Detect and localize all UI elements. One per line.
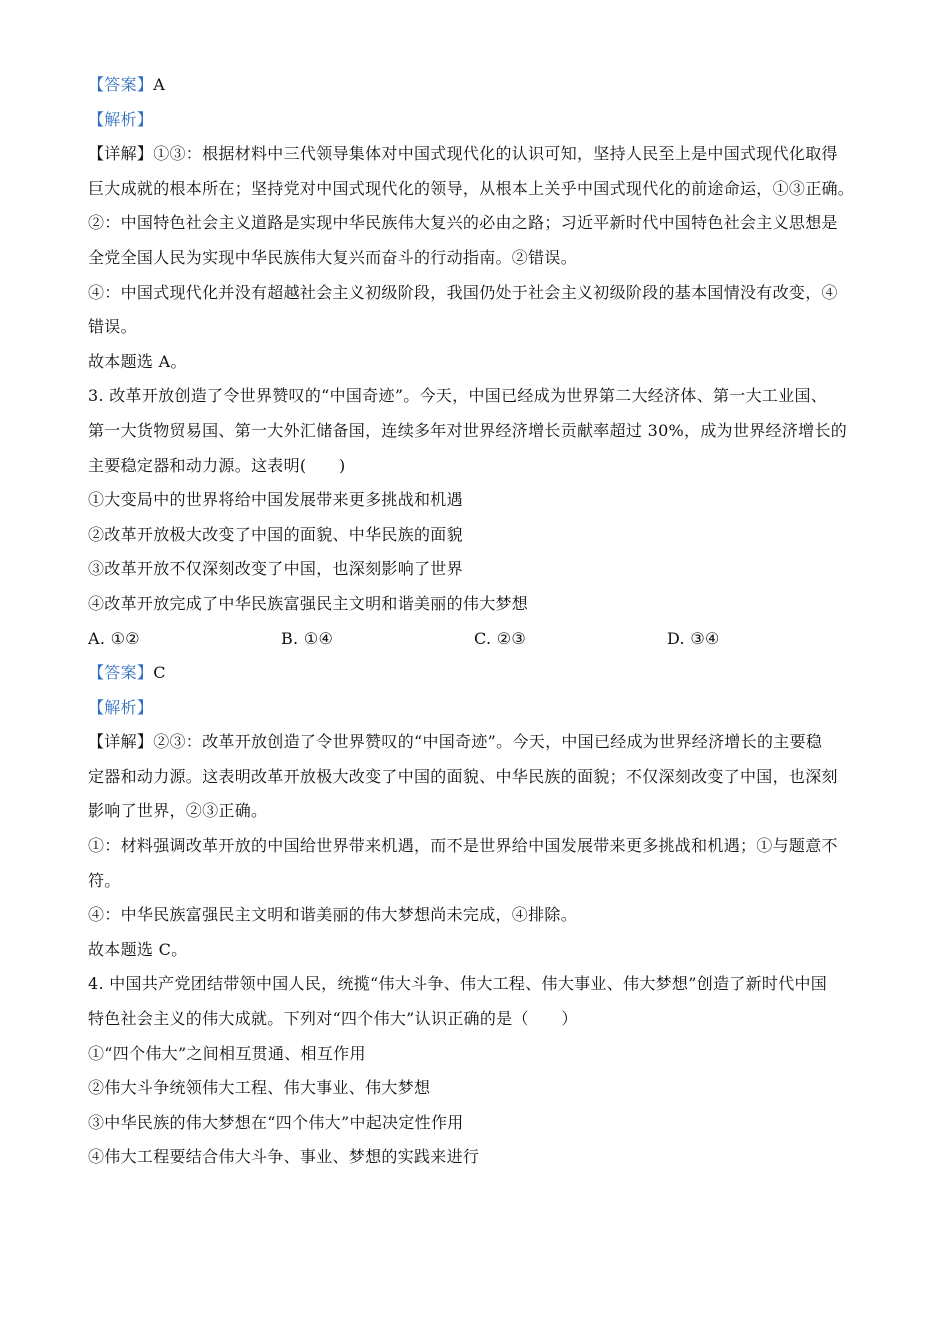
q4-stem-line: 特色社会主义的伟大成就。下列对“四个伟大”认识正确的是（ ） <box>88 1009 578 1029</box>
q2-detail-line <box>88 137 878 172</box>
detail-text: ①③：根据材料中三代领导集体对中国式现代化的认识可知，坚持人民至上是中国式现代化取得 <box>153 144 838 164</box>
option-d: D. ③④ <box>667 628 720 648</box>
q3-detail-line: ④：中华民族富强民主文明和谐美丽的伟大梦想尚未完成，④排除。 <box>88 905 578 925</box>
q3-statement: ①大变局中的世界将给中国发展带来更多挑战和机遇 <box>88 490 463 510</box>
q3-statement: ④改革开放完成了中华民族富强民主文明和谐美丽的伟大梦想 <box>88 593 529 613</box>
answer-tag: 【答案】 <box>88 663 154 683</box>
q4-statement: ④伟大工程要结合伟大斗争、事业、梦想的实践来进行 <box>88 1147 480 1167</box>
q3-detail-line: ①：材料强调改革开放的中国给世界带来机遇，而不是世界给中国发展带来更多挑战和机遇；①与题意不 <box>88 836 838 856</box>
q3-stem-line: 3. 改革开放创造了令世界赞叹的“中国奇迹”。今天，中国已经成为世界第二大经济体、第一大工业国、 <box>88 386 828 406</box>
analysis-tag: 【解析】 <box>88 109 154 129</box>
q2-detail-line: ④：中国式现代化并没有超越社会主义初级阶段，我国仍处于社会主义初级阶段的基本国情没有改变，④ <box>88 282 838 302</box>
q2-conclusion: 故本题选 A。 <box>88 351 187 371</box>
document-page <box>88 68 878 1175</box>
q3-conclusion: 故本题选 C。 <box>88 939 188 959</box>
q3-stem-line: 第一大货物贸易国、第一大外汇储备国，连续多年对世界经济增长贡献率超过 30%，成为世界经济增长的 <box>88 420 848 440</box>
answer-value: A <box>153 75 166 94</box>
q3-detail-line: 影响了世界，②③正确。 <box>88 801 268 821</box>
q4-stem-line: 4. 中国共产党团结带领中国人民，统揽“伟大斗争、伟大工程、伟大事业、伟大梦想”创造了新时代中国 <box>88 974 828 994</box>
q3-detail-line <box>88 725 878 760</box>
q2-analysis-heading <box>88 103 878 138</box>
q4-statement: ②伟大斗争统领伟大工程、伟大事业、伟大梦想 <box>88 1078 431 1098</box>
detail-text: ②③：改革开放创造了令世界赞叹的“中国奇迹”。今天，中国已经成为世界经济增长的主要稳 <box>153 732 823 752</box>
option-a: A. ①② <box>88 628 140 648</box>
q3-stem-line: 主要稳定器和动力源。这表明( ) <box>88 455 346 475</box>
q3-options <box>88 622 878 657</box>
q2-detail-line: 全党全国人民为实现中华民族伟大复兴而奋斗的行动指南。②错误。 <box>88 247 578 267</box>
q3-statement: ②改革开放极大改变了中国的面貌、中华民族的面貌 <box>88 524 463 544</box>
q4-statement: ①“四个伟大”之间相互贯通、相互作用 <box>88 1043 366 1063</box>
answer-tag: 【答案】 <box>88 75 154 94</box>
q4-statement: ③中华民族的伟大梦想在“四个伟大”中起决定性作用 <box>88 1112 464 1132</box>
option-b: B. ①④ <box>281 628 334 648</box>
answer-value: C <box>153 663 166 683</box>
q3-statement: ③改革开放不仅深刻改变了中国，也深刻影响了世界 <box>88 559 463 579</box>
q2-detail-line: 巨大成就的根本所在；坚持党对中国式现代化的领导，从根本上关乎中国式现代化的前途命运，①③正确。 <box>88 178 855 198</box>
q2-answer <box>88 68 878 103</box>
analysis-tag: 【解析】 <box>88 697 154 717</box>
detail-tag: 【详解】 <box>88 144 154 164</box>
q3-detail-line: 定器和动力源。这表明改革开放极大改变了中国的面貌、中华民族的面貌；不仅深刻改变了中国，也深刻 <box>88 766 838 786</box>
q2-detail-line: 错误。 <box>88 317 137 337</box>
option-c: C. ②③ <box>474 628 527 648</box>
q3-detail-line: 符。 <box>88 870 121 890</box>
q2-detail-line: ②：中国特色社会主义道路是实现中华民族伟大复兴的必由之路；习近平新时代中国特色社会主义思想是 <box>88 213 838 233</box>
q3-answer <box>88 656 878 691</box>
q3-analysis-heading <box>88 691 878 726</box>
detail-tag: 【详解】 <box>88 732 154 752</box>
